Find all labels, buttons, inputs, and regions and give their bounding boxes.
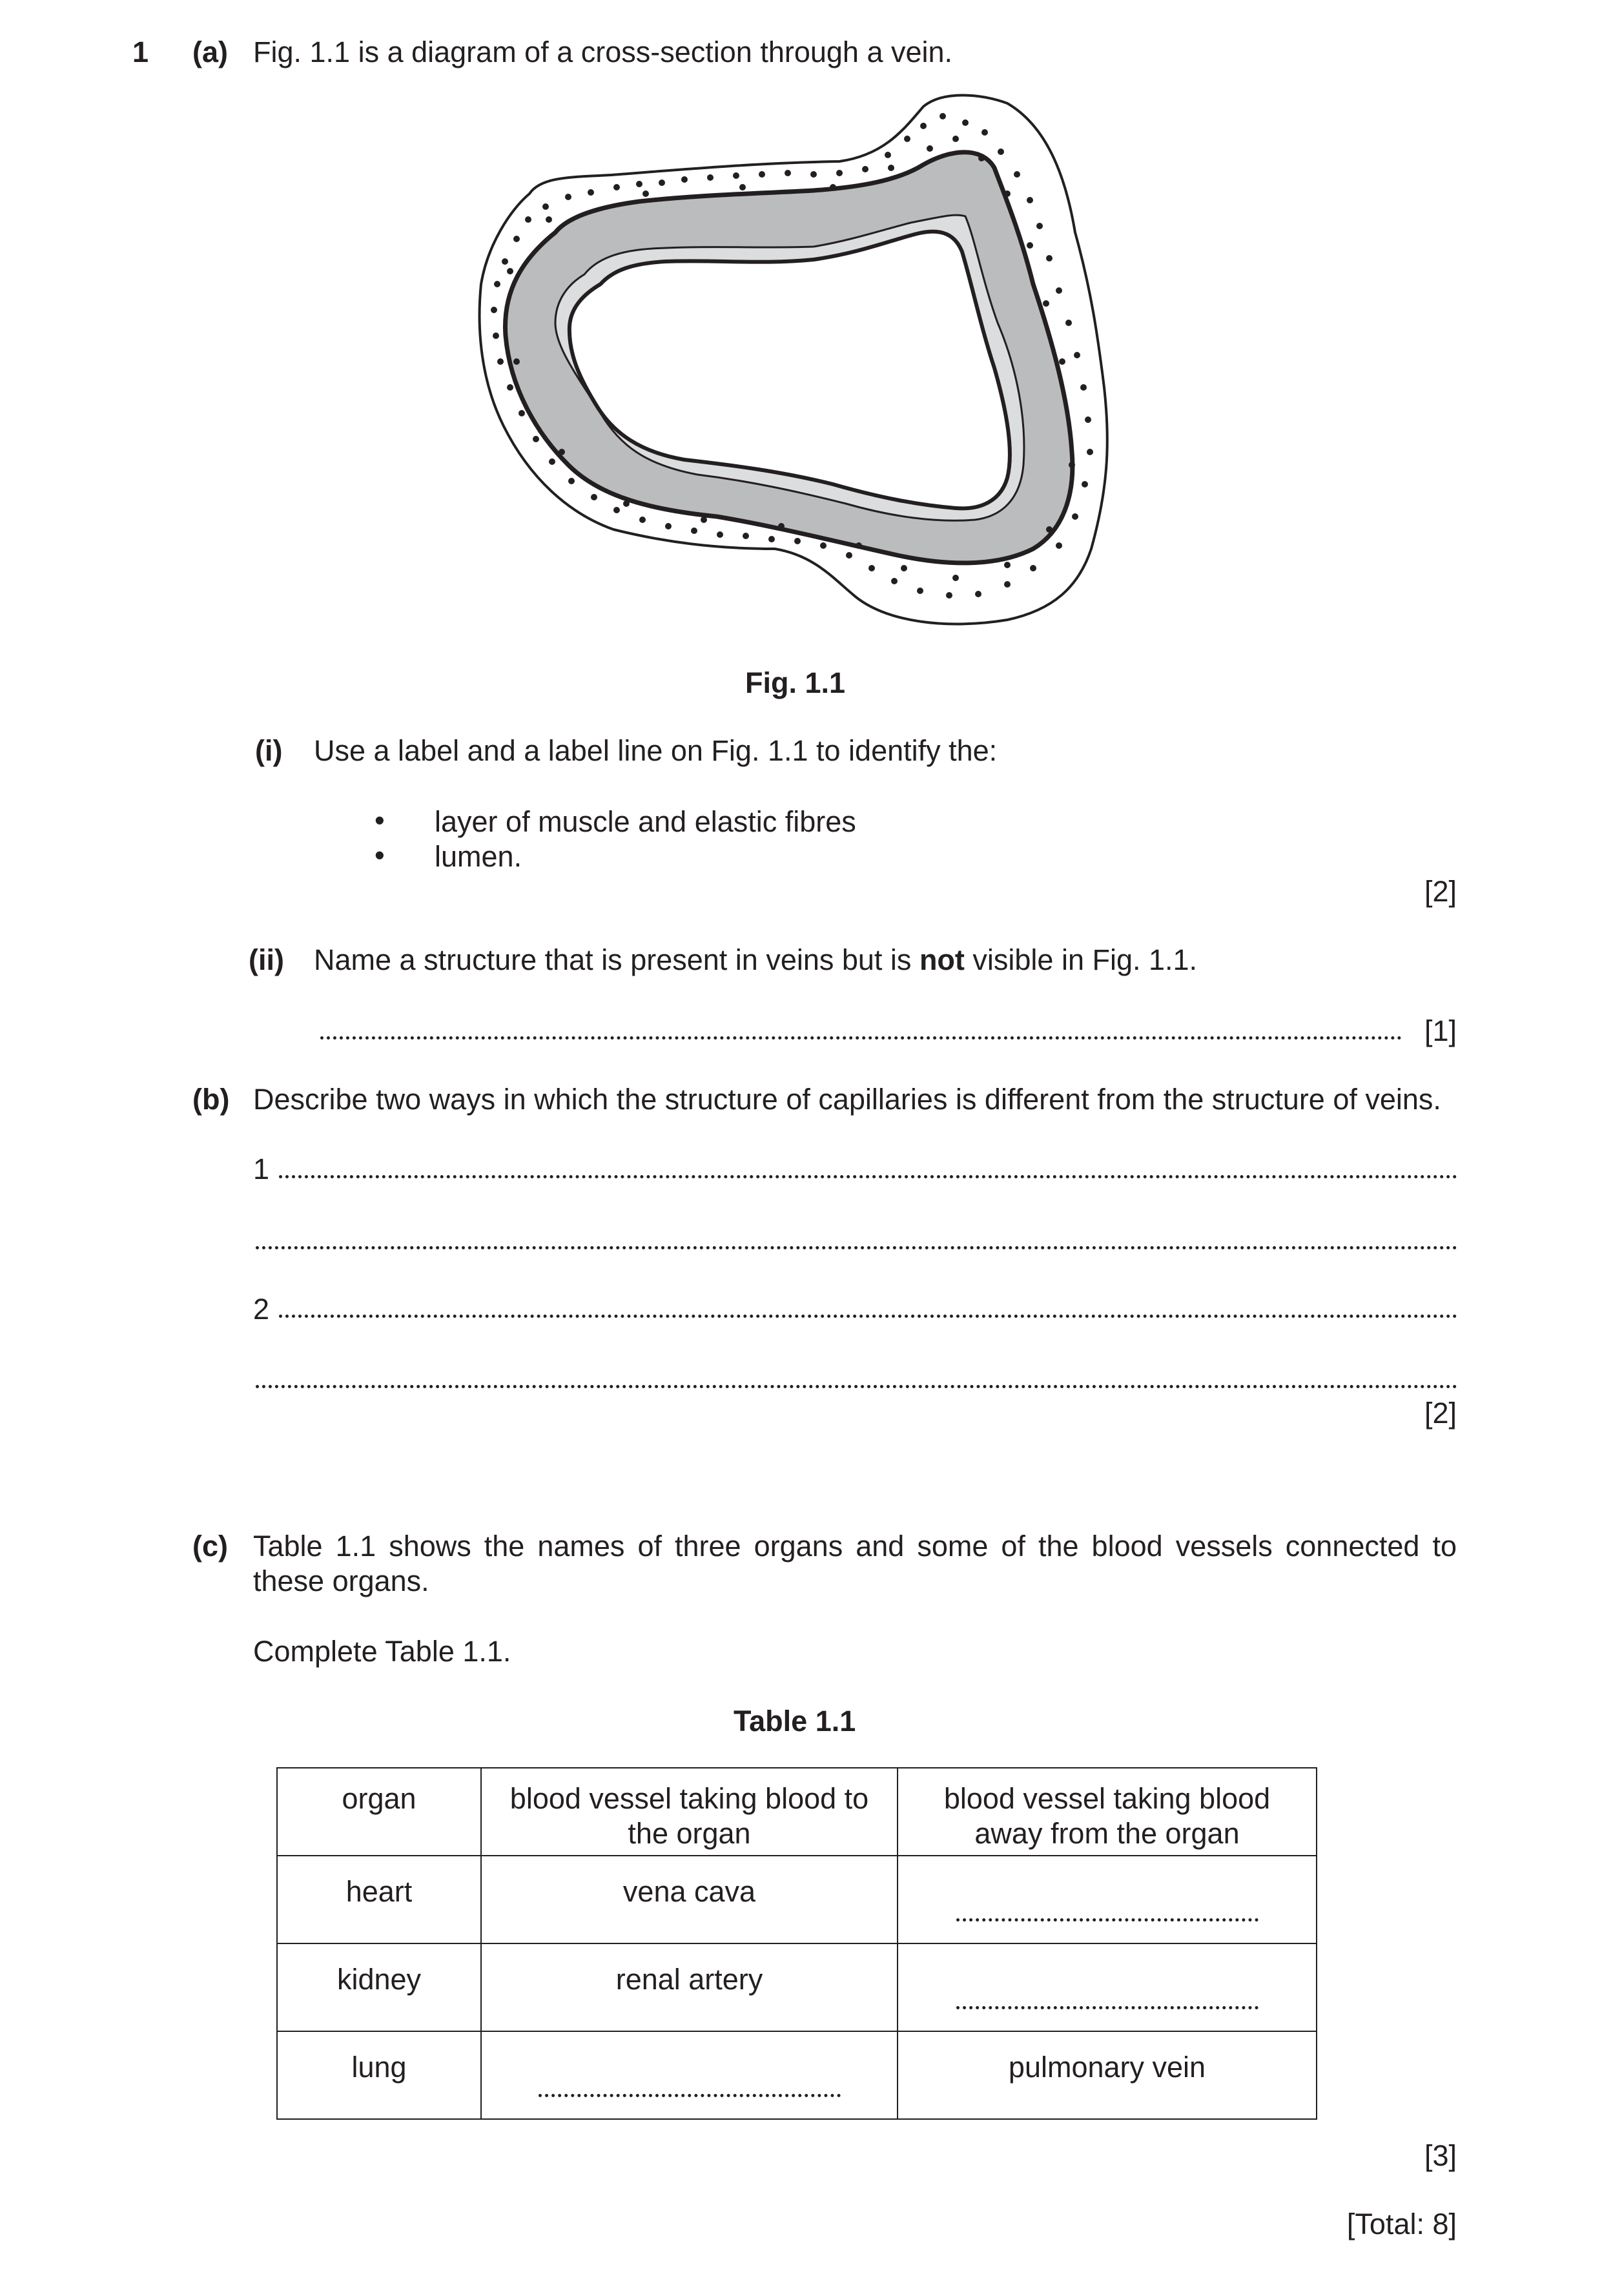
cell-organ-kidney: kidney xyxy=(277,1943,481,2031)
question-number: 1 xyxy=(132,36,149,68)
cell-vessel-to-lung[interactable] xyxy=(481,2031,898,2119)
sub-ii-text-bold: not xyxy=(919,943,965,976)
sub-ii-text-after: visible in Fig. 1.1. xyxy=(964,943,1198,976)
cell-vessel-away-lung: pulmonary vein xyxy=(898,2031,1317,2119)
total-marks: [Total: 8] xyxy=(1346,2208,1457,2240)
answer-line-number-2: 2 xyxy=(253,1293,270,1326)
bullet-marker: • xyxy=(375,839,385,872)
table-row xyxy=(277,1943,1317,2031)
cell-vessel-to-heart: vena cava xyxy=(481,1856,898,1943)
cell-vessel-to-kidney: renal artery xyxy=(481,1943,898,2031)
answer-line-b-2b[interactable] xyxy=(256,1385,1457,1388)
part-c-text-line2: these organs. xyxy=(253,1564,429,1597)
table-caption: Table 1.1 xyxy=(734,1705,856,1737)
sub-ii-text xyxy=(314,945,1197,974)
cell-vessel-away-kidney[interactable] xyxy=(898,1943,1317,2031)
answer-dots[interactable] xyxy=(956,2006,1258,2009)
answer-line-sub-ii[interactable] xyxy=(320,1036,1402,1040)
header-organ: organ xyxy=(277,1768,481,1856)
answer-dots[interactable] xyxy=(539,2094,841,2097)
answer-line-number-1: 1 xyxy=(253,1153,270,1185)
header-vessel-away-from-organ: blood vessel taking blood away from the organ xyxy=(898,1768,1317,1856)
part-c-label: (c) xyxy=(192,1530,228,1563)
part-a-label: (a) xyxy=(192,36,228,68)
vein-cross-section-diagram xyxy=(465,90,1124,646)
part-c-text-line1: Table 1.1 shows the names of three organs and some of the blood vessels connected to xyxy=(253,1530,1457,1563)
answer-line-b-1a[interactable] xyxy=(279,1175,1457,1178)
sub-ii-label: (ii) xyxy=(249,943,284,976)
table-header-row xyxy=(277,1768,1317,1856)
answer-line-b-1b[interactable] xyxy=(256,1246,1457,1249)
sub-i-marks: [2] xyxy=(1424,875,1457,908)
sub-ii-text-before: Name a structure that is present in veins but is xyxy=(314,943,919,976)
header-vessel-to-organ: blood vessel taking blood to the organ xyxy=(481,1768,898,1856)
figure-caption: Fig. 1.1 xyxy=(745,666,846,699)
bullet-lumen: lumen. xyxy=(435,840,522,873)
table-row xyxy=(277,1856,1317,1943)
part-a-intro: Fig. 1.1 is a diagram of a cross-section through a vein. xyxy=(253,36,953,68)
part-b-text: Describe two ways in which the structure of capillaries is different from the structure of veins. xyxy=(253,1083,1441,1116)
bullet-muscle-layer: layer of muscle and elastic fibres xyxy=(435,805,856,838)
cell-vessel-away-heart[interactable] xyxy=(898,1856,1317,1943)
answer-dots[interactable] xyxy=(956,1918,1258,1922)
part-b-label: (b) xyxy=(192,1083,230,1116)
cell-organ-heart: heart xyxy=(277,1856,481,1943)
bullet-marker: • xyxy=(375,804,385,837)
sub-ii-marks: [1] xyxy=(1424,1014,1457,1047)
answer-line-b-2a[interactable] xyxy=(279,1315,1457,1318)
part-b-marks: [2] xyxy=(1424,1397,1457,1430)
cell-organ-lung: lung xyxy=(277,2031,481,2119)
sub-i-text: Use a label and a label line on Fig. 1.1 to identify the: xyxy=(314,734,998,767)
sub-i-label: (i) xyxy=(255,734,283,767)
part-c-marks: [3] xyxy=(1424,2139,1457,2172)
part-c-instruction: Complete Table 1.1. xyxy=(253,1635,511,1668)
organ-blood-vessel-table xyxy=(276,1767,1317,2120)
table-row xyxy=(277,2031,1317,2119)
